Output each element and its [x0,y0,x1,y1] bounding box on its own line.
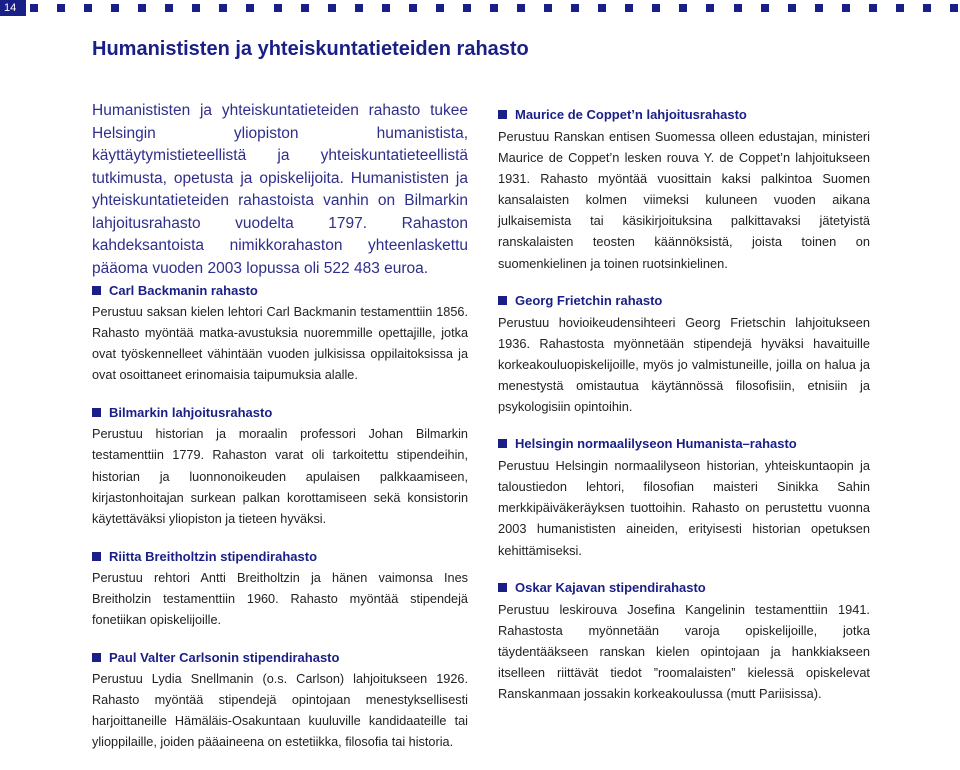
square-bullet-icon [498,583,507,592]
decorative-square [571,4,579,12]
square-bullet-icon [498,110,507,119]
decorative-square [165,4,173,12]
fund-section [92,647,468,753]
section-heading [498,104,870,126]
section-heading [498,290,870,312]
decorative-square [355,4,363,12]
section-heading [92,280,468,302]
decorative-square [761,4,769,12]
section-text: Perustuu Helsingin normaalilyseon historian, yhteiskuntaopin ja taloustiedon lehtori, filosofian maisteri Sinikka Sahin merkkipäiväkeräyksen tuottoihin. Rahasto on perustettu vuonna 2003 humanististen aineiden, erityisesti historian opetuksen kehittämiseksi. [498,458,870,558]
decorative-square [274,4,282,12]
fund-section [498,577,870,704]
decorative-square [652,4,660,12]
decorative-square-row [30,4,960,12]
section-text: Perustuu leskirouva Josefina Kangelinin testamenttiin 1941. Rahastosta myönnetään varoja opiskelijoille, jotka täydentääkseen ranskan kielen opintojaan ja hankkiakseen itselleen riittävät tiedot ”roomalaisten” kielessä opiskelevat Ranskanmaan jossakin korkeakoulussa (mutt Pariisissa). [498,601,870,701]
section-text: Perustuu Lydia Snellmanin (o.s. Carlson) lahjoitukseen 1926. Rahasto myöntää stipendejä opintojaan menestyksellisesti harjoittaneille Hämäläis-Osakuntaan kuuluville kandidaateille tai ylioppilaille, joiden pääaineena on estetiikka, filosofia tai historia. [92,672,468,750]
square-bullet-icon [92,552,101,561]
decorative-square [517,4,525,12]
decorative-square [490,4,498,12]
decorative-square [923,4,931,12]
section-text: Perustuu historian ja moraalin professori Johan Bilmarkin testamenttiin 1779. Rahaston varat oli tarkoitettu stipendeihin, historian ja luonnonoikeuden apulaisen palkkaamiseen, kirjastonhoitajan surkean palkan korottamiseen sekä konsistorin käytettäväksi yliopiston ja tieteen hyväksi. [92,427,468,526]
decorative-square [815,4,823,12]
decorative-square [436,4,444,12]
decorative-square [842,4,850,12]
decorative-square [598,4,606,12]
decorative-square [679,4,687,12]
fund-section [498,290,870,417]
square-bullet-icon [92,653,101,662]
decorative-square [246,4,254,12]
decorative-square [950,4,958,12]
decorative-square [30,4,38,12]
section-heading-label: Georg Frietchin rahasto [515,292,663,308]
section-text: Perustuu saksan kielen lehtori Carl Backmanin testamenttiin 1856. Rahasto myöntää matka-avustuksia nuoremmille opettajille, jotka ovat työskennelleet vähintään vuoden julkisissa oppilaitoksissa ja ovat osoittaneet erinomaisia taipumuksia alalle. [92,305,468,383]
fund-section [498,104,870,274]
section-heading [92,647,468,669]
decorative-square [544,4,552,12]
section-heading-label: Paul Valter Carlsonin stipendirahasto [109,650,340,666]
decorative-square [788,4,796,12]
page-header-bar [0,0,960,16]
section-heading-label: Oskar Kajavan stipendirahasto [515,579,706,595]
square-bullet-icon [92,408,101,417]
decorative-square [138,4,146,12]
decorative-square [382,4,390,12]
left-column [92,280,468,770]
section-heading-label: Bilmarkin lahjoitusrahasto [109,405,273,421]
section-text: Perustuu hovioikeudensihteeri Georg Frietschin lahjoitukseen 1936. Rahastosta myönnetään stipendejä hyväksi havaituille korkeakouluopiskelijoille, myös jo valmistuneille, joilla on halua ja menestystä omistautua käytännössä filosofisiin, etnisiin ja psykologisiin opintoihin. [498,314,870,415]
decorative-square [328,4,336,12]
decorative-square [111,4,119,12]
fund-section [498,433,870,560]
decorative-square [625,4,633,12]
decorative-square [57,4,65,12]
section-heading [498,433,870,455]
intro-paragraph: Humanististen ja yhteiskuntatieteiden rahasto tukee Helsingin yliopiston humanistista, käyttäytymistieteellistä ja yhteiskuntatieteellistä tutkimusta, opetusta ja opiskelijoita. Humanististen ja yhteiskuntatieteiden rahastoista vanhin on Bilmarkin lahjoitusrahasto vuodelta 1797. Rahaston kahdeksantoista nimikkorahaston yhteenlaskettu pääoma vuoden 2003 lopussa oli 522 483 euroa. [92,102,468,277]
decorative-square [896,4,904,12]
decorative-square [869,4,877,12]
fund-section [92,280,468,386]
square-bullet-icon [498,439,507,448]
decorative-square [192,4,200,12]
decorative-square [219,4,227,12]
decorative-square [301,4,309,12]
section-text: Perustuu Ranskan entisen Suomessa olleen edustajan, ministeri Maurice de Coppet’n lesken rouva Y. de Coppet’n lahjoitukseen 1931. Rahasto myöntää vuosittain kaksi palkintoa Suomen kansalaisten kolmen viimeksi kuluneen vuoden aikana julkaisemista tai käsikirjoituksina palkittavaksi jätetyistä ranskalaisten teosten käännöksistä, joista toinen on suomenkielinen ja toinen ruotsinkielinen. [498,129,870,271]
section-heading [498,577,870,599]
section-heading-label: Carl Backmanin rahasto [109,283,258,298]
square-bullet-icon [498,296,507,305]
page-title: Humanististen ja yhteiskuntatieteiden rahasto [92,38,529,60]
decorative-square [734,4,742,12]
decorative-square [84,4,92,12]
right-column [498,104,870,720]
decorative-square [463,4,471,12]
section-heading-label: Maurice de Coppet’n lahjoitusrahasto [515,107,747,122]
decorative-square [409,4,417,12]
section-heading [92,402,468,424]
square-bullet-icon [92,286,101,295]
fund-section [92,546,468,631]
section-heading-label: Riitta Breitholtzin stipendirahasto [109,548,318,564]
section-heading [92,546,468,568]
page-number: 14 [0,0,26,16]
section-heading-label: Helsingin normaalilyseon Humanista–rahasto [515,436,797,452]
section-text: Perustuu rehtori Antti Breitholtzin ja hänen vaimonsa Ines Breitholzin testamenttiin 1960. Rahasto myöntää stipendejä fonetiikan opiskelijoille. [92,570,468,628]
fund-section [92,402,468,529]
decorative-square [706,4,714,12]
